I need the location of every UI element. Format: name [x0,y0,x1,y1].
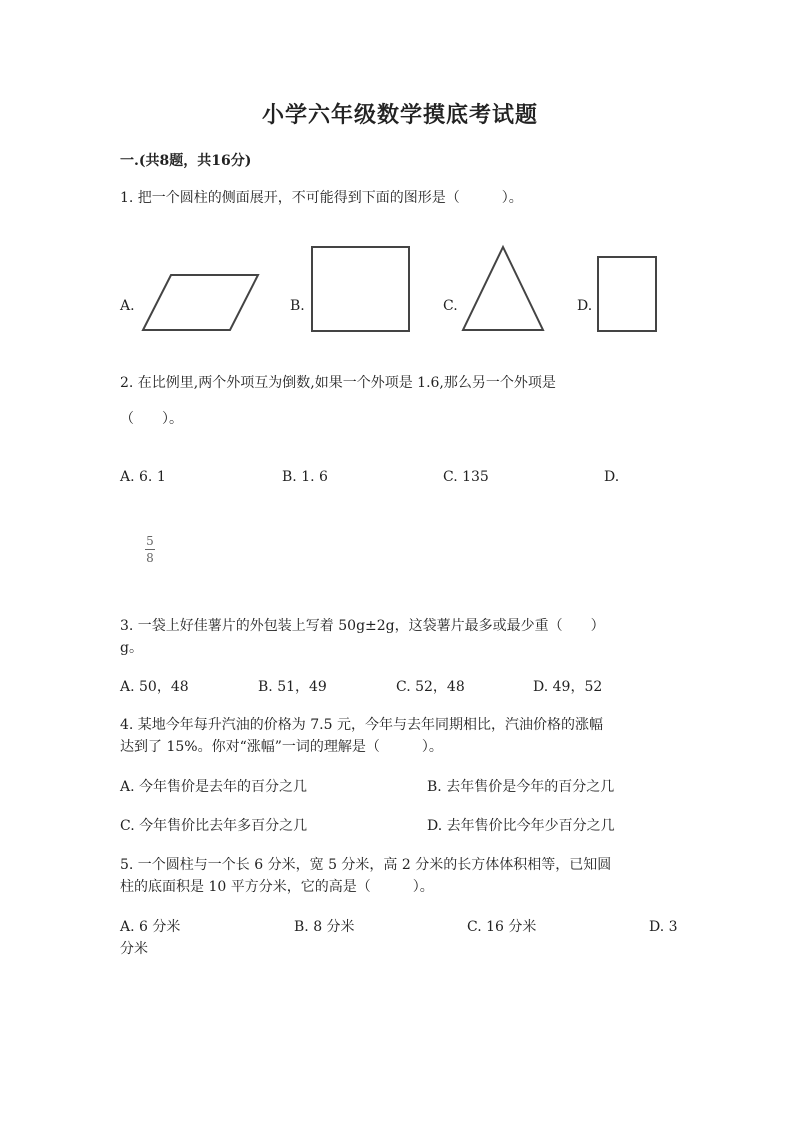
page-title: 小学六年级数学摸底考试题 [261,102,538,128]
question-3-stem-line2: g。 [120,640,143,656]
q2-option-c: C. 135 [443,469,489,485]
q1-option-c-label: C. [443,298,458,314]
q3-option-a: A. 50，48 [120,679,189,695]
question-2-stem-line1: 2. 在比例里,两个外项互为倒数,如果一个外项是 1.6,那么另一个外项是 [120,375,556,391]
rectangle-figure [595,254,659,334]
q5-option-a: A. 6 分米 [120,919,181,935]
square-figure [310,244,412,334]
q5-option-d: D. 3 [649,919,678,935]
q4-option-d: D. 去年售价比今年少百分之几 [427,818,615,834]
section-header: 一.(共8题，共16分) [120,153,252,169]
q3-option-c: C. 52，48 [396,679,465,695]
question-4-stem-line2: 达到了 15%。你对“涨幅”一词的理解是（ ）。 [120,739,443,755]
q3-option-d: D. 49，52 [533,679,603,695]
q5-option-d-wrap: 分米 [120,941,148,957]
q4-option-b: B. 去年售价是今年的百分之几 [427,779,615,795]
q1-option-a-label: A. [120,298,135,314]
question-1-stem: 1. 把一个圆柱的侧面展开，不可能得到下面的图形是（ ）。 [120,190,523,206]
q2-option-b: B. 1. 6 [282,469,328,485]
q2-option-a: A. 6. 1 [120,469,166,485]
q5-option-c: C. 16 分米 [467,919,537,935]
question-3-stem-line1: 3. 一袋上好佳薯片的外包装上写着 50g±2g，这袋薯片最多或最少重（ ） [120,618,605,634]
q2-option-d: D. [604,469,620,485]
question-5-stem-line2: 柱的底面积是 10 平方分米，它的高是（ ）。 [120,879,434,895]
parallelogram-figure [138,270,263,336]
q4-option-a: A. 今年售价是去年的百分之几 [120,779,308,795]
fraction-denominator: 8 [146,551,154,565]
q1-option-b-label: B. [290,298,305,314]
fraction-bar [145,549,155,550]
question-5-stem-line1: 5. 一个圆柱与一个长 6 分米，宽 5 分米，高 2 分米的长方体体积相等，已知圆 [120,857,612,873]
q3-option-b: B. 51，49 [258,679,327,695]
question-4-stem-line1: 4. 某地今年每升汽油的价格为 7.5 元，今年与去年同期相比，汽油价格的涨幅 [120,717,603,733]
q5-option-b: B. 8 分米 [294,919,355,935]
q4-option-c: C. 今年售价比去年多百分之几 [120,818,308,834]
q1-option-d-label: D. [577,298,593,314]
triangle-figure [460,244,546,334]
fraction-five-eighths [145,534,155,565]
question-2-stem-line2: （ ）。 [120,411,183,427]
fraction-numerator: 5 [146,534,154,548]
